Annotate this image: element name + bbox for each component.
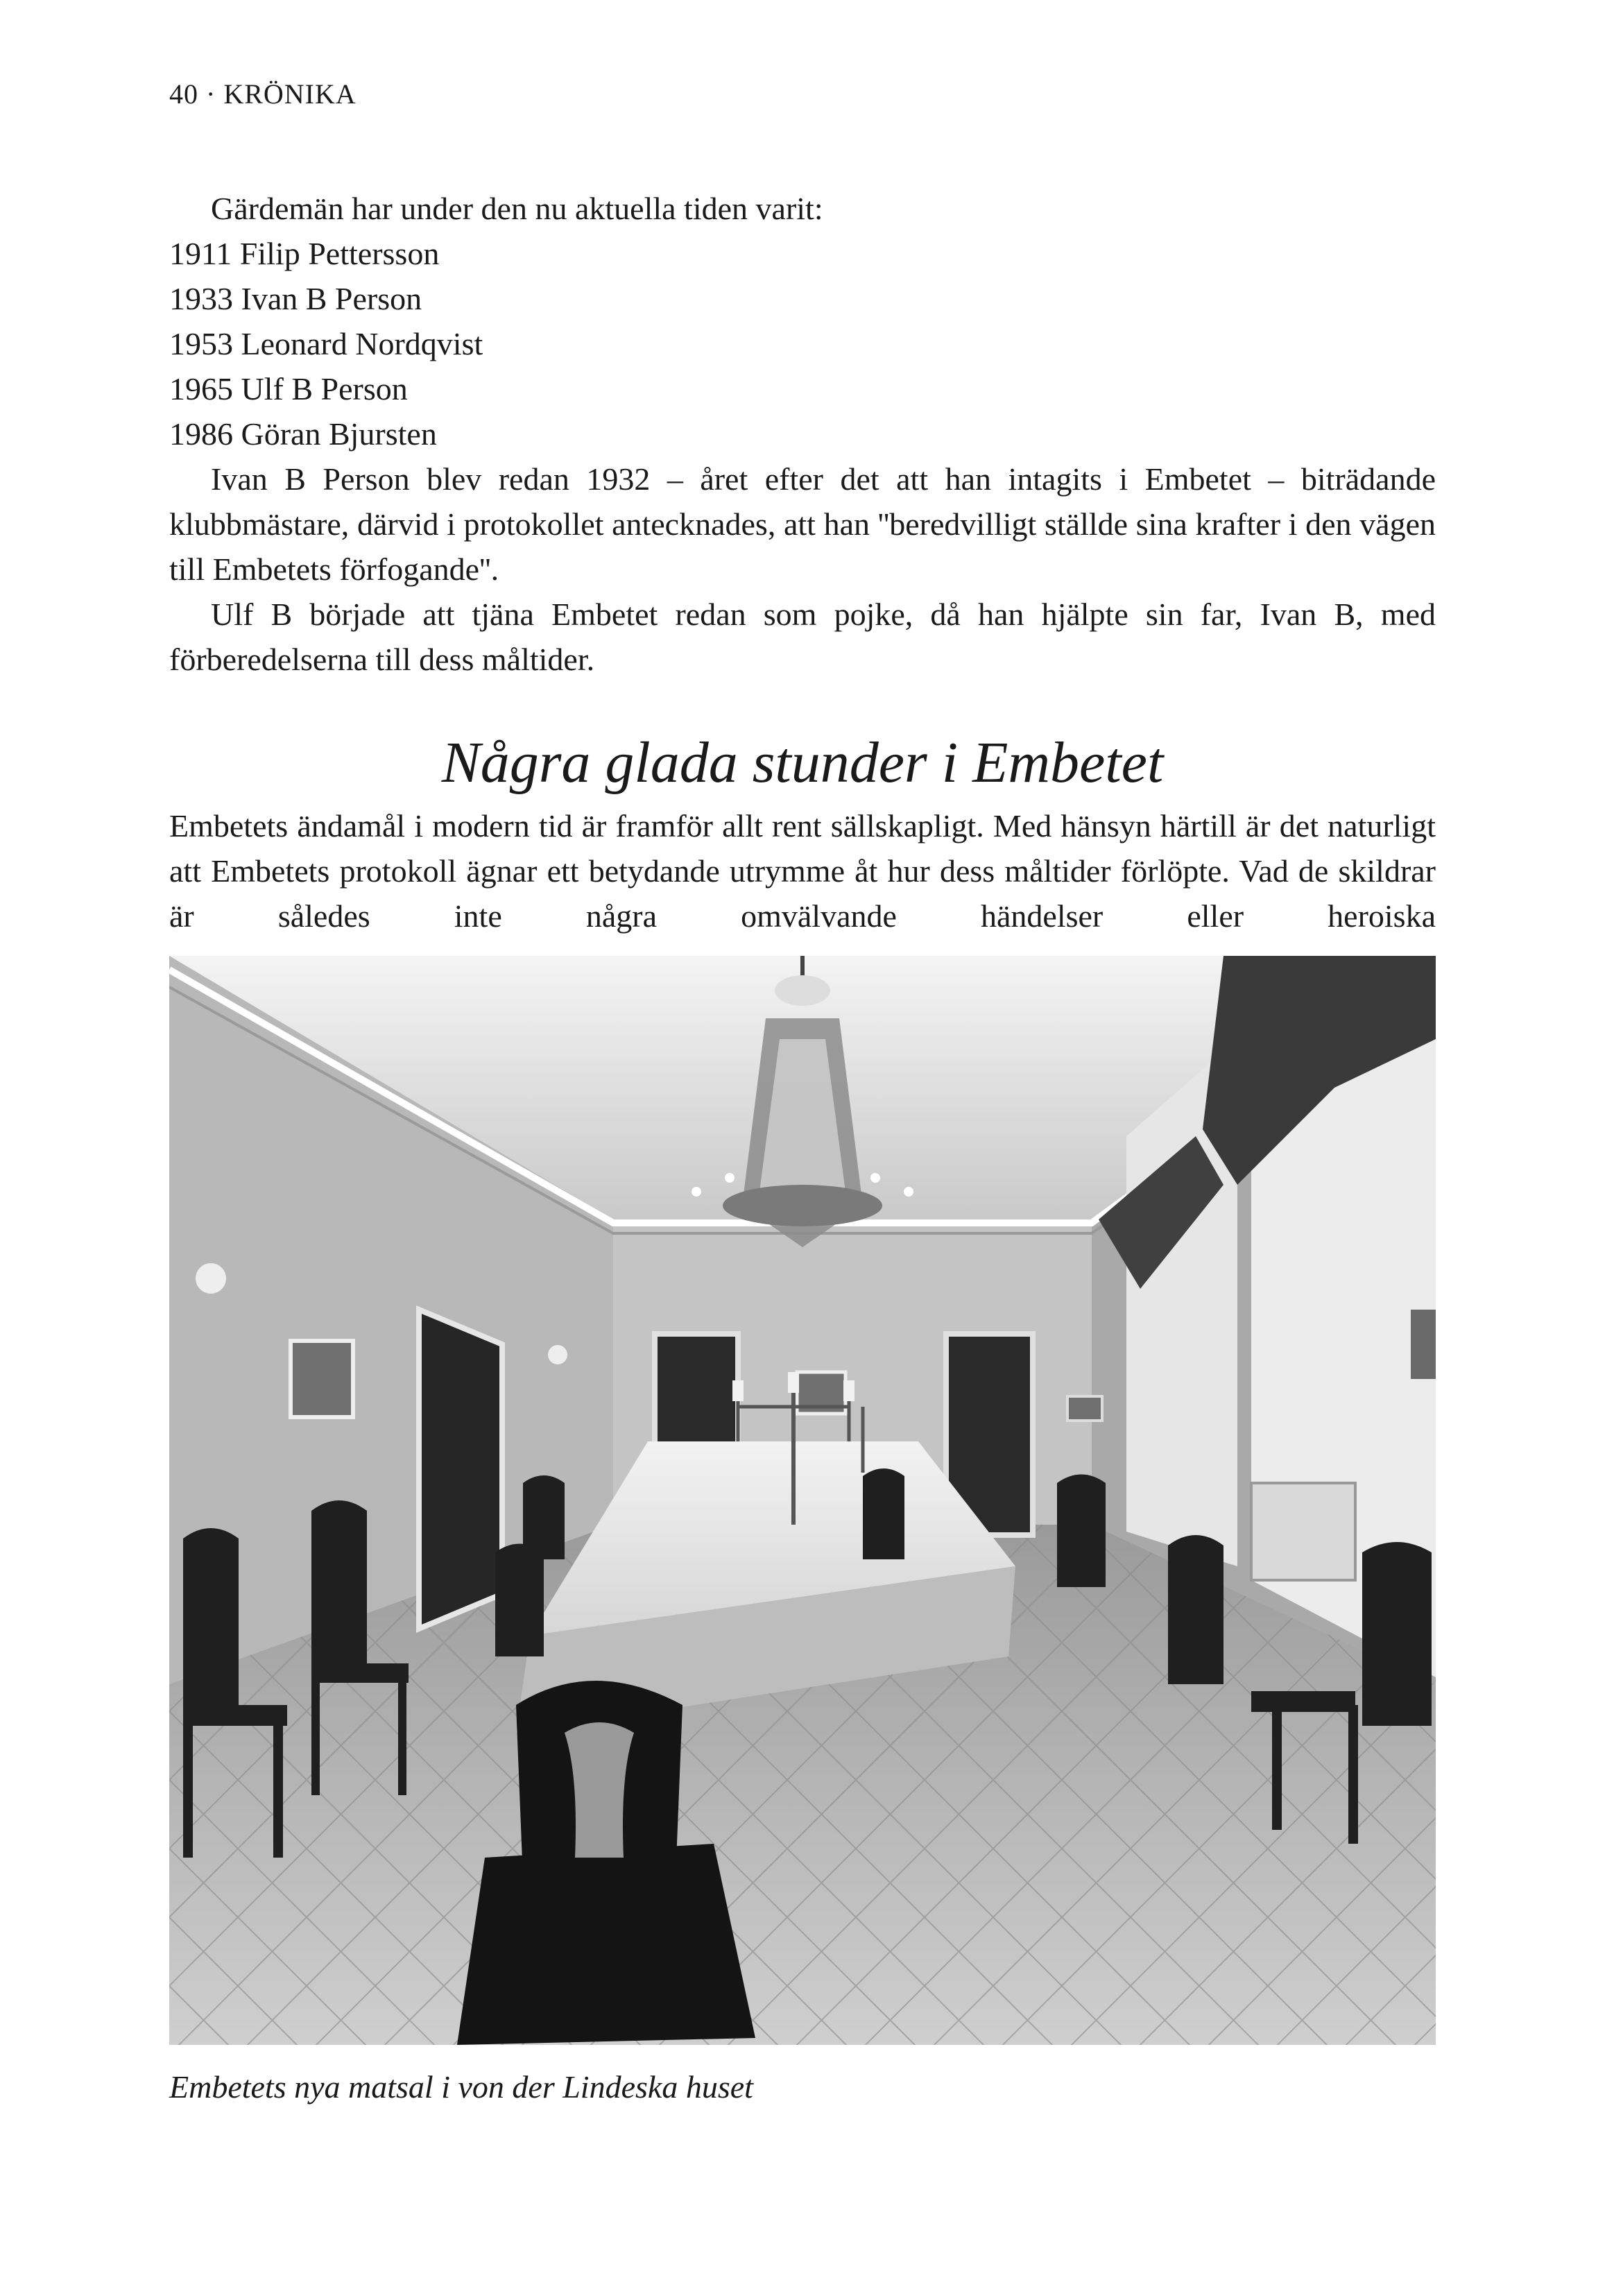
running-head: 40 · KRÖNIKA — [169, 78, 357, 110]
paragraph: Ivan B Person blev redan 1932 – året efter det att han intagits i Embetet – biträdande klubbmästare, därvid i protokollet antecknades, att han ''beredvilligt ställde sina krafter i den vägen till Embetets förfogande''. — [169, 461, 1436, 587]
list-item: 1986 Göran Bjursten — [169, 416, 437, 452]
intro-lead: Gärdemän har under den nu aktuella tiden varit: — [211, 191, 823, 226]
list-item: 1933 Ivan B Person — [169, 281, 422, 316]
paragraph: Ulf B började att tjäna Embetet redan som pojke, då han hjälpte sin far, Ivan B, med förberedelserna till dess måltider. — [169, 597, 1436, 677]
intro-block — [169, 186, 1436, 682]
list-item: 1953 Leonard Nordqvist — [169, 326, 483, 361]
section-heading: Några glada stunder i Embetet — [441, 730, 1164, 795]
paragraph: Embetets ändamål i modern tid är framför allt rent sällskapligt. Med hänsyn härtill är det naturligt att Embetets protokoll ägnar ett betydande utrymme åt hur dess måltider förlöpte. Vad de skildrar är således inte några omvälvande händelser eller heroiska — [169, 808, 1436, 934]
list-item: 1911 Filip Pettersson — [169, 236, 440, 271]
dining-room-photo — [169, 956, 1436, 2045]
section-body — [169, 803, 1436, 939]
figure-caption: Embetets nya matsal i von der Lindeska huset — [169, 2069, 753, 2105]
list-item: 1965 Ulf B Person — [169, 371, 408, 406]
